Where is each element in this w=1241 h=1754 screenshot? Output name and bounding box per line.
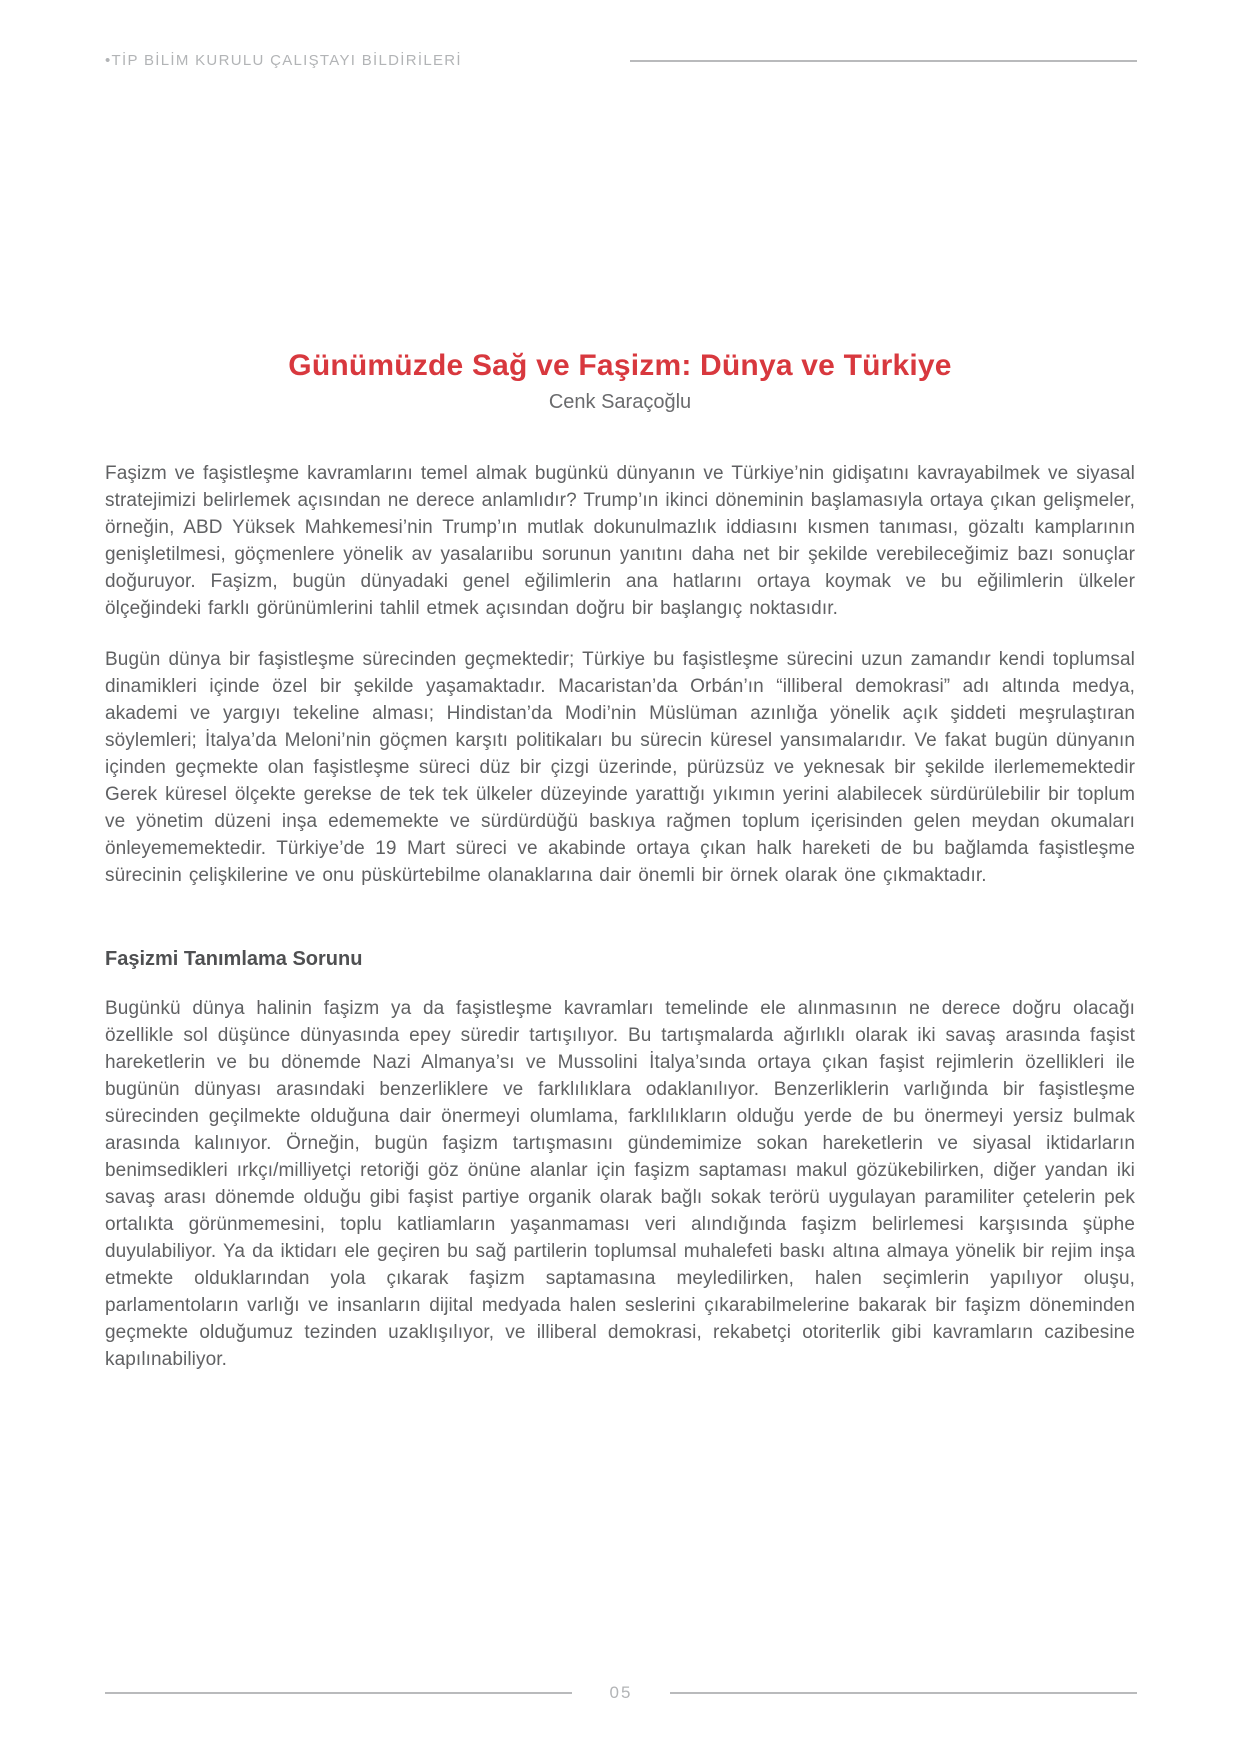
page-footer	[105, 1684, 1137, 1701]
article-author: Cenk Saraçoğlu	[548, 391, 692, 413]
paragraph: Faşizm ve faşistleşme kavramlarını temel almak bugünkü dünyanın ve Türkiye’nin gidişatını kavrayabilmek ve siyasal stratejimizi belirlemek açısından ne derece anlamlıdır? Trump’ın ikinci döneminin başlamasıyla ortaya çıkan gelişmeler, örneğin, ABD Yüksek Mahkemesi’nin Trump’ın mutlak dokunulmazlık iddiasını kısmen tanıması, gözaltı kamplarının genişletilmesi, göçmenlere yönelik av yasalarıibu sorunun yanıtını daha net bir şekilde verebileceğimiz bazı sonuçlar doğuruyor. Faşizm, bugün dünyadaki genel eğilimlerin ana hatlarını ortaya koymak ve bu eğilimlerin ülkeler ölçeğindeki farklı görünümlerini tahlil etmek açısından doğru bir başlangıç noktasıdır.	[105, 463, 1135, 619]
footer-rule-right	[670, 1692, 1137, 1694]
page-number: 05	[609, 1683, 633, 1702]
footer-rule-left	[105, 1692, 572, 1694]
paragraph: Bugün dünya bir faşistleşme sürecinden geçmektedir; Türkiye bu faşistleşme sürecini uzun zamandır kendi toplumsal dinamikleri içinde özel bir şekilde yaşamaktadır. Macaristan’da Orbán’ın “illiberal demokrasi” adı altında medya, akademi ve yargıyı tekeline alması; Hindistan’da Modi’nin Müslüman azınlığa yönelik açık şiddeti meşrulaştıran söylemleri; İtalya’da Meloni’nin göçmen karşıtı politikaları bu sürecin küresel yansımalarıdır. Ve fakat bugün dünyanın içinden geçmekte olan faşistleşme süreci düz bir çizgi üzerinde, pürüzsüz ve yeknesak bir şekilde ilerlememektedir Gerek küresel ölçekte gerekse de tek tek ülkeler düzeyinde yarattığı yıkımın yerini alabilecek sürdürülebilir bir toplum ve yönetim düzeni inşa edememekte ve sürdürdüğü baskıya rağmen toplum içerisinden gelen meydan okumaları önleyememektedir. Türkiye’de 19 Mart süreci ve akabinde ortaya çıkan halk hareketi de bu bağlamda faşistleşme sürecinin çelişkilerine ve onu püskürtebilme olanaklarına dair önemli bir örnek olarak öne çıkmaktadır.	[105, 649, 1135, 886]
paragraph: Bugünkü dünya halinin faşizm ya da faşistleşme kavramları temelinde ele alınmasının ne derece doğru olacağı özellikle sol düşünce dünyasında epey süredir tartışılıyor. Bu tartışmalarda ağırlıklı olarak iki savaş arasında faşist hareketlerin ve bu dönemde Nazi Almanya’sı ve Mussolini İtalya’sında ortaya çıkan faşist rejimlerin özellikleri ile bugünün dünyası arasındaki benzerliklere ve farklılıklara odaklanılıyor. Benzerliklerin varlığında bir faşistleşme sürecinden geçilmekte olduğuna dair önermeyi olumlama, farklılıkların olduğu yerde de bu önermeyi yersiz bulmak arasında kalınıyor. Örneğin, bugün faşizm tartışmasını gündemimize sokan hareketlerin ve siyasal iktidarların benimsedikleri ırkçı/milliyetçi retoriği göz önüne alanlar için faşizm saptaması makul gözükebilirken, diğer yandan iki savaş arası dönemde olduğu gibi faşist partiye organik olarak bağlı sokak terörü uygulayan paramiliter çetelerin pek ortalıkta görünmemesini, toplu katliamların yaşanmaması veri alındığında faşizm belirlemesi karşısında şüphe duyulabiliyor. Ya da iktidarı ele geçiren bu sağ partilerin toplumsal muhalefeti baskı altına almaya yönelik bir rejim inşa etmekte olduklarından yola çıkarak faşizm saptamasına meyledilirken, halen seçimlerin yapılıyor oluşu, parlamentoların varlığı ve insanların dijital medyada halen seslerini çıkarabilmelerine bakarak bir faşizm döneminden geçmekte olduğumuz tezinden uzaklışılıyor, ve illiberal demokrasi, rekabetçi otoriterlik gibi kavramların cazibesine kapılınabiliyor.	[105, 998, 1135, 1370]
article-title: Günümüzde Sağ ve Faşizm: Dünya ve Türkiye	[288, 349, 952, 382]
section-heading: Faşizmi Tanımlama Sorunu	[105, 948, 363, 970]
page-header	[105, 52, 1137, 69]
running-header-text: •TİP BİLİM KURULU ÇALIŞTAYI BİLDİRİLERİ	[105, 52, 462, 69]
header-rule	[630, 60, 1137, 62]
